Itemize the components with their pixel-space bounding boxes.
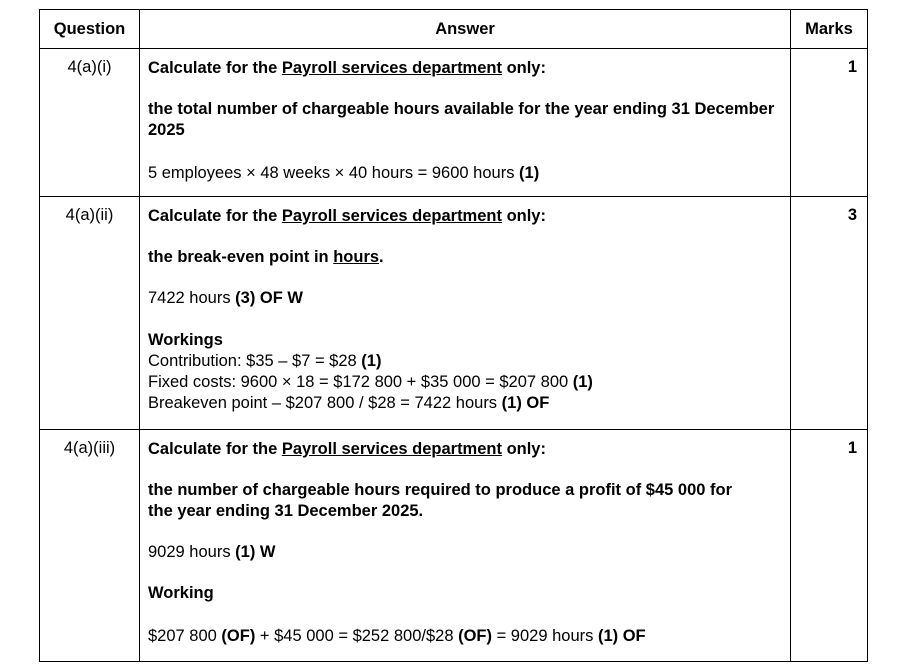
working-line: Fixed costs: 9600 × 18 = $172 800 + $35 000 = $207 800 (1) bbox=[148, 373, 593, 391]
working-line: $207 800 (OF) + $45 000 = $252 800/$28 (OF) = 9029 hours (1) OF bbox=[148, 627, 646, 645]
working-line: Contribution: $35 – $7 = $28 (1) bbox=[148, 352, 382, 370]
marks-value: 3 bbox=[791, 197, 868, 430]
task-text: the total number of chargeable hours available for the year ending 31 December 2025 bbox=[148, 100, 775, 139]
answer-line: 7422 hours (3) OF W bbox=[148, 289, 303, 307]
workings-title: Workings bbox=[148, 331, 223, 349]
prompt: Calculate for the Payroll services department only: bbox=[148, 440, 546, 458]
working-line: Breakeven point – $207 800 / $28 = 7422 hours (1) OF bbox=[148, 394, 550, 412]
header-answer: Answer bbox=[140, 10, 791, 49]
table-row bbox=[40, 197, 868, 430]
table-row bbox=[40, 49, 868, 197]
task-text: the number of chargeable hours required to produce a profit of $45 000 for the year ending 31 December 2025. bbox=[148, 481, 733, 520]
marks-value: 1 bbox=[791, 430, 868, 662]
answer-cell bbox=[140, 49, 791, 197]
task-text: the break-even point in hours. bbox=[148, 248, 384, 266]
table-row bbox=[40, 430, 868, 662]
question-number: 4(a)(ii) bbox=[40, 197, 140, 430]
header-question: Question bbox=[40, 10, 140, 49]
prompt: Calculate for the Payroll services department only: bbox=[148, 59, 546, 77]
answer-line: 5 employees × 48 weeks × 40 hours = 9600 hours (1) bbox=[148, 164, 540, 182]
header-marks: Marks bbox=[791, 10, 868, 49]
answer-cell bbox=[140, 197, 791, 430]
marks-value: 1 bbox=[791, 49, 868, 197]
answer-cell bbox=[140, 430, 791, 662]
header-row bbox=[40, 10, 868, 49]
working-title: Working bbox=[148, 584, 214, 602]
question-number: 4(a)(i) bbox=[40, 49, 140, 197]
prompt: Calculate for the Payroll services department only: bbox=[148, 207, 546, 225]
mark-scheme-table bbox=[39, 9, 868, 662]
answer-line: 9029 hours (1) W bbox=[148, 543, 276, 561]
question-number: 4(a)(iii) bbox=[40, 430, 140, 662]
